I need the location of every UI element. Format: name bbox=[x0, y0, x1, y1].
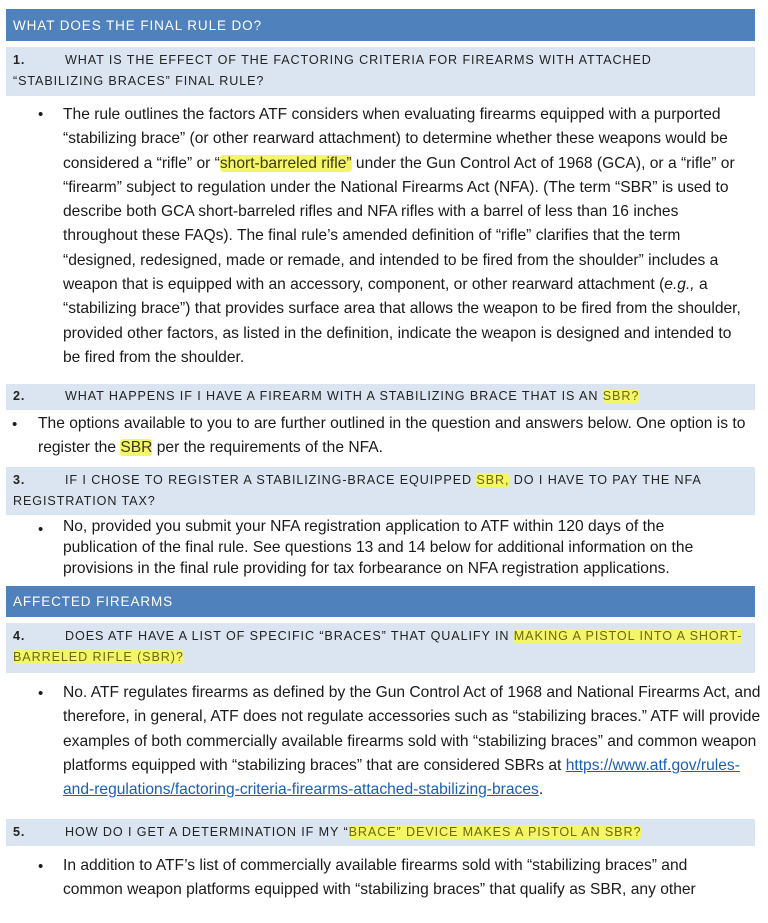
highlighted-text: short-barreled rifle” bbox=[219, 154, 352, 172]
answer-3 bbox=[63, 516, 703, 579]
answer-italic: e.g., bbox=[664, 276, 695, 294]
bullet-icon: • bbox=[38, 685, 44, 702]
answer-text: . bbox=[538, 781, 544, 799]
section-title: AFFECTED FIREARMS bbox=[13, 594, 174, 609]
highlighted-text: SBR, bbox=[476, 473, 510, 487]
question-number: 2. bbox=[13, 389, 26, 403]
answer-5 bbox=[63, 854, 743, 903]
answer-2 bbox=[38, 412, 752, 461]
question-1 bbox=[6, 47, 755, 96]
answer-text: a “stabilizing brace”) that provides surface area that allows the weapon to be fired from the shoulder, provided other factors, as listed in the definition, indicate the weapon is designed and intended to be fired from the shoulder. bbox=[63, 276, 741, 366]
answer-text: No. ATF regulates firearms as defined by the Gun Control Act of 1968 and National Firearms Act, and therefore, in general, ATF does not regulate accessories such as “stabilizing braces.” ATF will provide examples of both commercially available firearms sold with “stabilizing braces” and common weapon platforms equipped with “stabilizing braces” that are considered SBRs at bbox=[63, 684, 761, 774]
question-4 bbox=[6, 623, 755, 673]
section-header-final-rule bbox=[6, 9, 755, 41]
question-text: WHAT HAPPENS IF I HAVE A FIREARM WITH A STABILIZING BRACE THAT IS AN bbox=[65, 389, 603, 403]
question-2 bbox=[6, 384, 755, 410]
section-title: WHAT DOES THE FINAL RULE DO? bbox=[13, 17, 262, 33]
answer-text: per the requirements of the NFA. bbox=[152, 439, 383, 457]
question-3 bbox=[6, 467, 755, 515]
highlighted-text: MAKING A PISTOL INTO A SHORT-BARRELED RIFLE (SBR)? bbox=[13, 629, 743, 664]
section-header-affected-firearms bbox=[6, 586, 755, 617]
bullet-icon: • bbox=[38, 521, 44, 538]
atf-braces-link[interactable]: https://www.atf.gov/rules-and-regulations/factoring-criteria-firearms-attached-stabilizing-braces bbox=[63, 756, 740, 799]
question-5 bbox=[6, 819, 755, 846]
answer-text: under the Gun Control Act of 1968 (GCA), or a “rifle” or “firearm” subject to regulation under the National Firearms Act (NFA). (The term “SBR” is used to describe both GCA short-barreled rifles and NFA rifles with a barrel of less than 16 inches throughout these FAQs). The final rule’s amended definition of “rifle” clarifies that the term “designed, redesigned, made or remade, and intended to be fired from the shoulder” includes a weapon that is equipped with an accessory, component, or other rearward attachment ( bbox=[63, 154, 735, 294]
highlighted-text: SBR? bbox=[602, 389, 640, 403]
bullet-icon: • bbox=[38, 106, 44, 123]
question-text: DO I HAVE TO PAY THE NFA REGISTRATION TAX? bbox=[13, 473, 702, 508]
answer-text: The options available to you to are further outlined in the question and answers below. One option is to register the bbox=[38, 415, 746, 457]
question-text: DOES ATF HAVE A LIST OF SPECIFIC “BRACES” THAT QUALIFY IN bbox=[65, 629, 514, 643]
question-number: 3. bbox=[13, 473, 26, 487]
question-text: IF I CHOSE TO REGISTER A STABILIZING-BRACE EQUIPPED bbox=[65, 473, 477, 487]
answer-1 bbox=[63, 103, 753, 370]
answer-4 bbox=[63, 681, 763, 802]
highlighted-text: BRACE” DEVICE MAKES A PISTOL AN SBR? bbox=[348, 825, 642, 839]
answer-text: In addition to ATF’s list of commercially available firearms sold with “stabilizing braces” and common weapon platforms equipped with “stabilizing braces” that qualify as SBR, any other bbox=[63, 857, 696, 899]
question-text: WHAT IS THE EFFECT OF THE FACTORING CRITERIA FOR FIREARMS WITH ATTACHED “STABILIZING BRACES” FINAL RULE? bbox=[13, 53, 652, 88]
highlighted-text: SBR bbox=[120, 439, 153, 457]
question-text: HOW DO I GET A DETERMINATION IF MY “ bbox=[65, 825, 349, 839]
answer-text: The rule outlines the factors ATF considers when evaluating firearms equipped with a purported “stabilizing brace” (or other rearward attachment) to determine whether these weapons would be considered a “rifle” or “ bbox=[63, 106, 728, 172]
bullet-icon: • bbox=[38, 858, 44, 875]
question-number: 1. bbox=[13, 53, 26, 67]
question-number: 4. bbox=[13, 629, 26, 643]
answer-text: No, provided you submit your NFA registration application to ATF within 120 days of the publication of the final rule. See questions 13 and 14 below for additional information on the provisions in the final rule providing for tax forbearance on NFA registration applications. bbox=[63, 518, 694, 577]
question-number: 5. bbox=[13, 825, 26, 839]
bullet-icon: • bbox=[12, 416, 18, 433]
